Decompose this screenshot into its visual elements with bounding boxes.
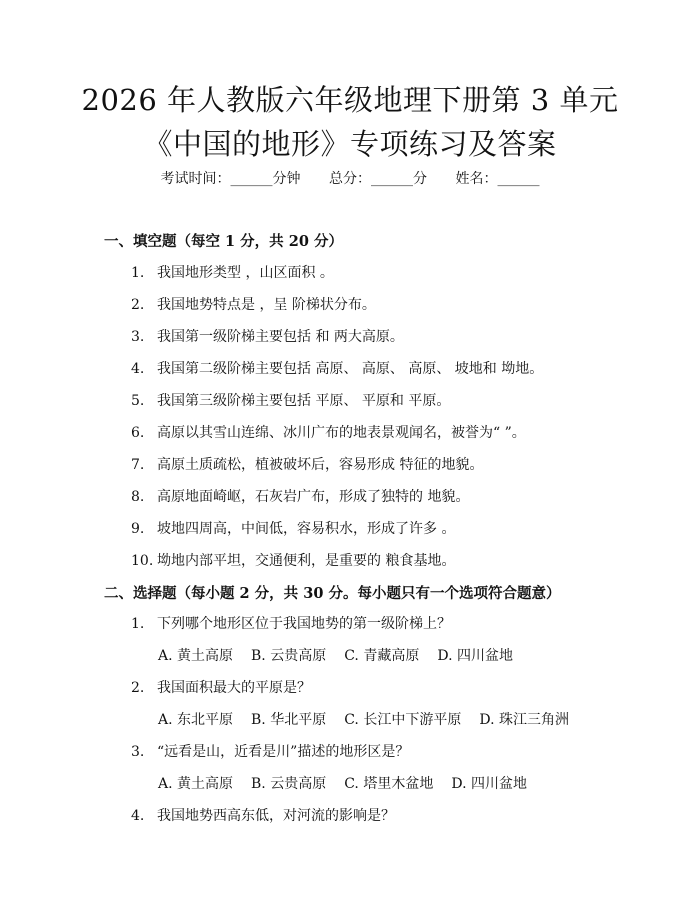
exam-meta: [0, 168, 700, 188]
option-a: A. 黄土高原: [158, 776, 234, 792]
question-text: 我国地势西高东低，对河流的影响是？: [157, 808, 395, 824]
option-d: D. 珠江三角洲: [479, 712, 569, 728]
question-text: 高原土质疏松，植被破坏后，容易形成 特征的地貌。: [157, 457, 484, 473]
question-text: 坳地内部平坦，交通便利，是重要的 粮食基地。: [157, 553, 456, 569]
option-b: B. 云贵高原: [251, 648, 327, 664]
question-number: 1.: [131, 265, 145, 281]
options-row: [158, 773, 545, 793]
question-number: 9.: [131, 521, 145, 537]
fill-question: [131, 486, 469, 506]
option-a: A. 东北平原: [158, 712, 234, 728]
exam-score: 总分：______分: [329, 171, 427, 187]
question-text: 我国地形类型 ，山区面积 。: [157, 265, 334, 281]
exam-time: 考试时间：______分钟: [160, 171, 301, 187]
fill-question: [131, 358, 543, 378]
question-number: 6.: [131, 425, 145, 441]
question-text: 下列哪个地形区位于我国地势的第一级阶梯上？: [157, 616, 451, 632]
option-b: B. 华北平原: [251, 712, 327, 728]
option-a: A. 黄土高原: [158, 648, 234, 664]
option-c: C. 塔里木盆地: [344, 776, 434, 792]
question-text: 高原地面崎岖，石灰岩广布，形成了独特的 地貌。: [157, 489, 470, 505]
question-number: 3.: [131, 329, 145, 345]
option-b: B. 云贵高原: [251, 776, 327, 792]
fill-question: [131, 262, 334, 282]
question-text: “远看是山，近看是川”描述的地形区是？: [157, 744, 410, 760]
page-title: 2026 年人教版六年级地理下册第 3 单元《中国的地形》专项练习及答案: [81, 83, 619, 161]
question-text: 高原以其雪山连绵、冰川广布的地表景观闻名，被誉为“ ”。: [157, 425, 526, 441]
question-number: 1.: [131, 616, 145, 632]
option-c: C. 青藏高原: [344, 648, 420, 664]
choice-question: [131, 677, 311, 697]
question-number: 4.: [131, 808, 145, 824]
choice-question: [131, 741, 409, 761]
options-row: [158, 709, 587, 729]
question-number: 8.: [131, 489, 145, 505]
question-number: 4.: [131, 361, 145, 377]
question-text: 我国第三级阶梯主要包括 平原、 平原和 平原。: [157, 393, 451, 409]
question-number: 10.: [131, 553, 154, 569]
fill-question: [131, 422, 526, 442]
question-text: 坡地四周高，中间低，容易积水，形成了许多 。: [157, 521, 456, 537]
question-text: 我国第二级阶梯主要包括 高原、 高原、 高原、 坡地和 坳地。: [157, 361, 544, 377]
fill-question: [131, 390, 450, 410]
question-text: 我国第一级阶梯主要包括 和 两大高原。: [157, 329, 404, 345]
question-text: 我国地势特点是 ，呈 阶梯状分布。: [157, 297, 376, 313]
fill-question: [131, 518, 455, 538]
choice-question: [131, 805, 395, 825]
option-d: D. 四川盆地: [437, 648, 513, 664]
fill-question: [131, 454, 483, 474]
exam-name: 姓名：______: [455, 171, 540, 187]
fill-question: [131, 326, 404, 346]
options-row: [158, 645, 531, 665]
option-c: C. 长江中下游平原: [344, 712, 462, 728]
section-heading-fill-blank: 一、填空题（每空 1 分，共 20 分）: [104, 233, 343, 250]
choice-question: [131, 613, 451, 633]
section-heading-choice: 二、选择题（每小题 2 分，共 30 分。每小题只有一个选项符合题意）: [104, 585, 561, 602]
question-number: 7.: [131, 457, 145, 473]
fill-question: [131, 294, 376, 314]
question-number: 5.: [131, 393, 145, 409]
question-number: 2.: [131, 297, 145, 313]
option-d: D. 四川盆地: [451, 776, 527, 792]
question-number: 3.: [131, 744, 145, 760]
question-text: 我国面积最大的平原是？: [157, 680, 311, 696]
fill-question: [131, 550, 455, 570]
question-number: 2.: [131, 680, 145, 696]
